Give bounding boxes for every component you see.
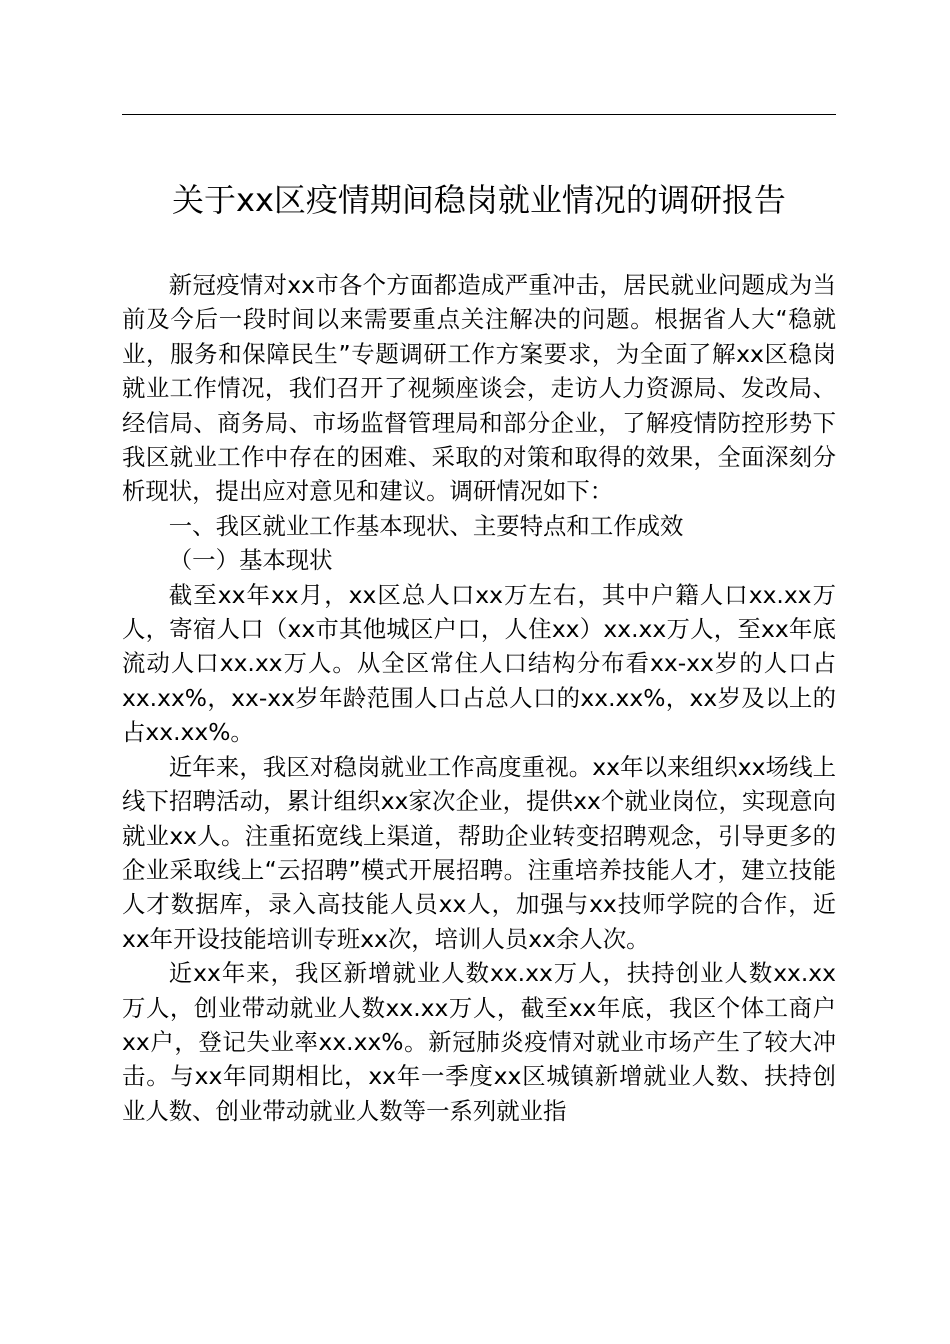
employment-stats-paragraph: 近xx年来，我区新增就业人数xx.xx万人，扶持创业人数xx.xx万人，创业带动就业人数xx.xx万人，截至xx年底，我区个体工商户xx户，登记失业率xx.xx%。新冠肺炎疫情对就业市场产生了较大冲击。与xx年同期相比，xx年一季度xx区城镇新增就业人数、扶持创业人数、创业带动就业人数等一系列就业指 xyxy=(122,959,836,1125)
section-heading-1: 一、我区就业工作基本现状、主要特点和工作成效 xyxy=(168,511,684,540)
intro-paragraph: 新冠疫情对xx市各个方面都造成严重冲击，居民就业问题成为当前及今后一段时间以来需要重点关注解决的问题。根据省人大“稳就业，服务和保障民生”专题调研工作方案要求，为全面了解xx区稳岗就业工作情况，我们召开了视频座谈会，走访人力资源局、发改局、经信局、商务局、市场监督管理局和部分企业，了解疫情防控形势下我区就业工作中存在的困难、采取的对策和取得的效果，全面深刻分析现状，提出应对意见和建议。调研情况如下： xyxy=(122,271,836,506)
report-title: 关于xx区疫情期间稳岗就业情况的调研报告 xyxy=(172,181,786,219)
report-body xyxy=(122,268,836,1128)
subsection-heading-1: （一）基本现状 xyxy=(168,546,333,575)
header-rule xyxy=(122,114,836,115)
employment-measures-paragraph: 近年来，我区对稳岗就业工作高度重视。xx年以来组织xx场线上线下招聘活动，累计组织xx家次企业，提供xx个就业岗位，实现意向就业xx人。注重拓宽线上渠道，帮助企业转变招聘观念，引导更多的企业采取线上“云招聘”模式开展招聘。注重培养技能人才，建立技能人才数据库，录入高技能人员xx人，加强与xx技师学院的合作，近xx年开设技能培训专班xx次，培训人员xx余人次。 xyxy=(122,752,836,953)
population-paragraph: 截至xx年xx月，xx区总人口xx万左右，其中户籍人口xx.xx万人，寄宿人口（xx市其他城区户口，人住xx）xx.xx万人，至xx年底流动人口xx.xx万人。从全区常住人口结构分布看xx-xx岁的人口占xx.xx%，xx-xx岁年龄范围人口占总人口的xx.xx%，xx岁及以上的占xx.xx%。 xyxy=(122,580,836,747)
